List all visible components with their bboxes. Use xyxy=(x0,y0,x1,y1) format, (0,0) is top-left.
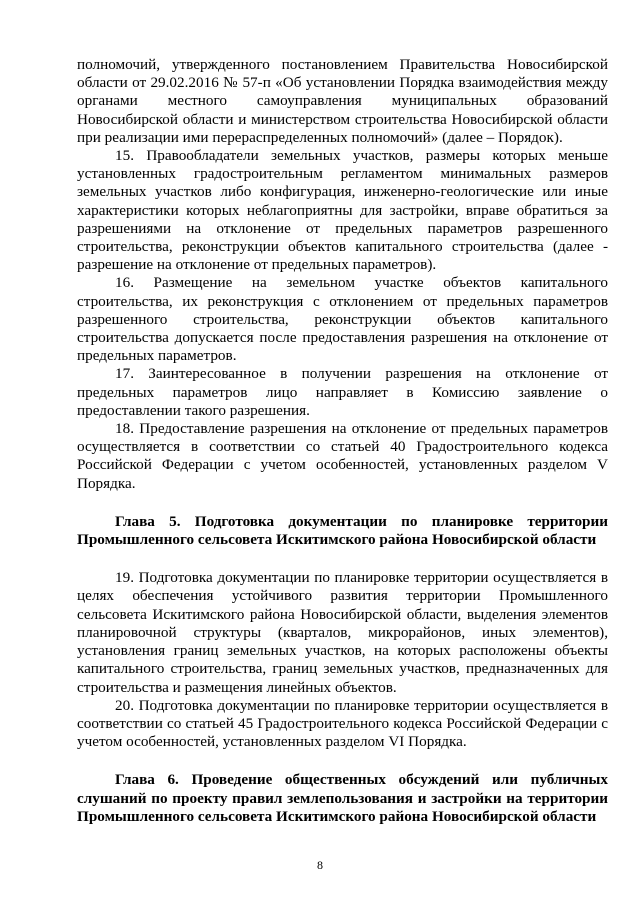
document-body xyxy=(77,56,608,826)
paragraph-17: 17. Заинтересованное в получении разрешения на отклонение от предельных параметров лицо направляет в Комиссию заявление о предоставлении такого разрешения. xyxy=(77,365,608,419)
paragraph-19: 19. Подготовка документации по планировке территории осуществляется в целях обеспечения устойчивого развития территории Промышленного сельсовета Искитимского района Новосибирской области, выделения элементов планировочной структуры (кварталов, микрорайонов, иных элементов), установления границ земельных участков, на которых расположены объекты капитального строительства, границ земельных участков, предназначенных для строительства и размещения линейных объектов. xyxy=(77,569,608,696)
paragraph-15: 15. Правообладатели земельных участков, размеры которых меньше установленных градостроительным регламентом минимальных размеров земельных участков либо конфигурация, инженерно-геологические или иные характеристики которых неблагоприятны для застройки, вправе обратиться за разрешениями на отклонение от предельных параметров разрешенного строительства, реконструкции объектов капитального строительства (далее - разрешение на отклонение от предельных параметров). xyxy=(77,147,608,274)
spacer xyxy=(77,549,608,569)
page-number: 8 xyxy=(317,858,323,872)
spacer xyxy=(77,493,608,513)
chapter-5-heading: Глава 5. Подготовка документации по планировке территории Промышленного сельсовета Искитимского района Новосибирской области xyxy=(77,512,608,549)
chapter-6-heading: Глава 6. Проведение общественных обсуждений или публичных слушаний по проекту правил землепользования и застройки на территории Промышленного сельсовета Искитимского района Новосибирской области xyxy=(77,771,608,825)
paragraph-16: 16. Размещение на земельном участке объектов капитального строительства, их реконструкция с отклонением от предельных параметров разрешенного строительства, реконструкции объектов капитального строительства допускается после предоставления разрешения на отклонение от предельных параметров. xyxy=(77,274,608,365)
paragraph-20: 20. Подготовка документации по планировке территории осуществляется в соответствии со статьей 45 Градостроительного кодекса Российской Федерации с учетом особенностей, установленных разделом VI Порядка. xyxy=(77,696,608,751)
paragraph-intro: полномочий, утвержденного постановлением Правительства Новосибирской области от 29.02.2016 № 57-п «Об установлении Порядка взаимодействия между органами местного самоуправления муниципальных образований Новосибирской области и министерством строительства Новосибирской области при реализации ими перераспределенных полномочий» (далее – Порядок). xyxy=(77,56,608,146)
spacer xyxy=(77,751,608,771)
paragraph-18: 18. Предоставление разрешения на отклонение от предельных параметров осуществляется в соответствии со статьей 40 Градостроительного кодекса Российской Федерации с учетом особенностей, установленных разделом V Порядка. xyxy=(77,420,608,492)
